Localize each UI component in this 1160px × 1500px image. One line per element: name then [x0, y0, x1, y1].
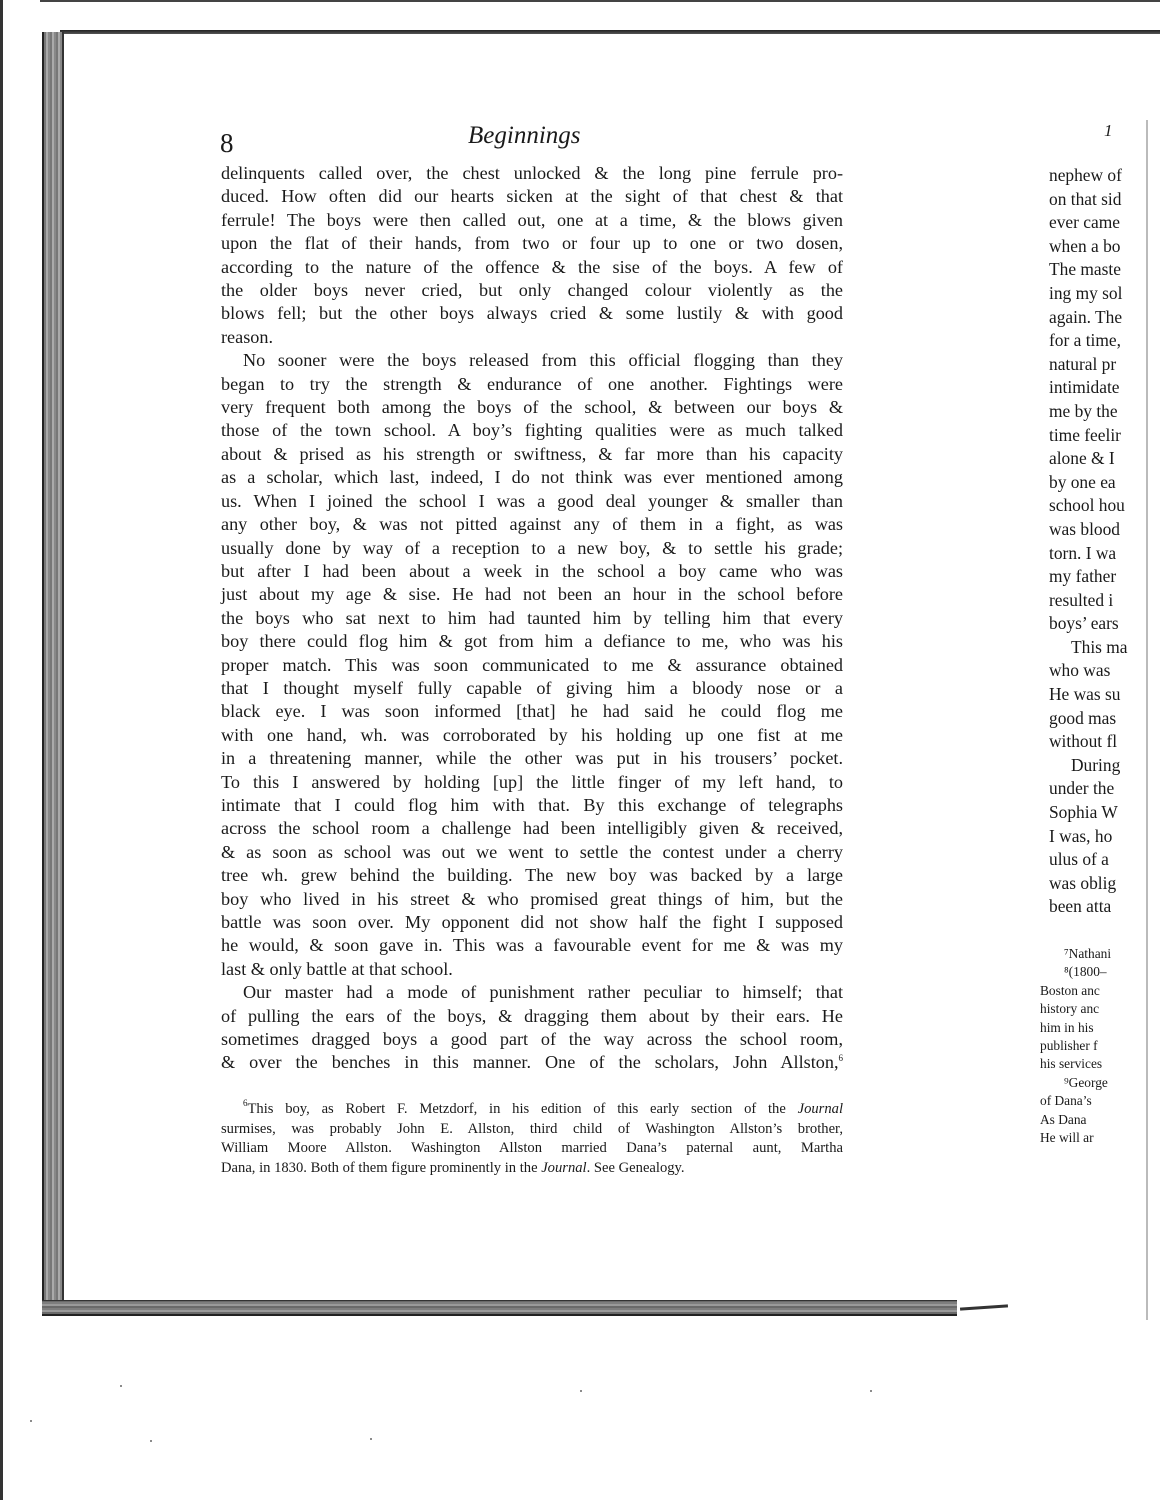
right-page-line: without fl	[1049, 731, 1118, 752]
footnote-text: Dana, in 1830. Both of them figure prominently in the	[221, 1159, 542, 1176]
running-head: Beginnings	[468, 122, 581, 149]
right-page-note-line: publisher f	[1040, 1038, 1098, 1054]
right-page-line: Sophia W	[1049, 802, 1118, 823]
right-page-line: ulus of a	[1049, 849, 1109, 870]
right-page-line: my father	[1049, 566, 1117, 587]
text-line: the boys who sat next to him had taunted him by telling him that every	[221, 607, 843, 628]
paragraph	[221, 981, 843, 1075]
right-page-line: under the	[1049, 778, 1115, 799]
scan-speck	[870, 1390, 872, 1392]
right-page-line: torn. I wa	[1049, 542, 1117, 563]
text-line: delinquents called over, the chest unlocked & the long pine ferrule pro-	[221, 163, 843, 183]
footnote-line	[221, 1100, 843, 1120]
scan-speck	[120, 1385, 122, 1387]
right-page-line: natural pr	[1049, 353, 1117, 374]
right-page-note-line: of Dana’s	[1040, 1093, 1092, 1109]
text-line: usually done by way of a reception to a new boy, & to settle his grade;	[221, 537, 843, 558]
right-page-line: nephew of	[1049, 165, 1122, 185]
right-page-line: The maste	[1049, 259, 1121, 280]
footnote-text: . See Genealogy.	[586, 1159, 685, 1176]
right-page-line: me by the	[1049, 400, 1118, 421]
scan-speck	[580, 1390, 582, 1392]
footnote-text: surmises, was probably John E. Allston, third child of Washington Allston’s brother,	[221, 1120, 843, 1137]
text-line: the older boys never cried, but only changed colour violently as the	[221, 280, 843, 301]
right-page-line: was oblig	[1049, 872, 1117, 893]
text-line: tree wh. grew behind the building. The new boy was backed by a large	[221, 865, 843, 886]
right-page-note-line: As Dana	[1040, 1111, 1087, 1127]
italic-title: Journal	[541, 1159, 587, 1176]
right-page-note-line: Boston anc	[1040, 982, 1100, 998]
right-page-note-line: history anc	[1040, 1001, 1100, 1017]
right-page-line: good mas	[1049, 707, 1117, 728]
frame-top-edge	[60, 30, 1160, 34]
text-line: but after I had been about a week in the school a boy came who was	[221, 560, 843, 581]
page-number: 8	[220, 128, 234, 158]
frame-tail-mark	[960, 1304, 1008, 1310]
right-page-note-line: ⁹George	[1064, 1074, 1108, 1090]
right-page-note-line: He will ar	[1040, 1130, 1094, 1146]
footnote-line	[221, 1159, 843, 1179]
italic-title: Journal	[797, 1101, 843, 1117]
footnote-text: William Moore Allston. Washington Allston married Dana’s paternal aunt, Martha	[221, 1140, 843, 1157]
text-line: & as soon as school was out we went to settle the contest under a cherry	[221, 841, 843, 862]
text-line: across the school room a challenge had been intelligibly given & received,	[221, 818, 843, 839]
right-page-line: resulted i	[1049, 589, 1114, 610]
right-page-note-line: his services	[1040, 1056, 1103, 1072]
right-page-body	[1049, 164, 1160, 919]
text-line: boy who lived in his street & who promised great things of him, but the	[221, 888, 843, 909]
right-page-line: when a bo	[1049, 235, 1121, 256]
text-line: in a threatening manner, while the other was put in his trousers’ pocket.	[221, 748, 843, 769]
frame-left-edge	[42, 32, 64, 1315]
text-line: as a scholar, which last, indeed, I do not think was ever mentioned among	[221, 467, 843, 488]
text-line	[221, 1051, 843, 1074]
text-line: battle was soon over. My opponent did not show half the fight I supposed	[221, 912, 843, 932]
right-page-line: again. The	[1049, 306, 1123, 327]
text-line: that I thought myself fully capable of giving him a bloody nose or a	[221, 677, 843, 698]
right-page-line: boys’ ears	[1049, 613, 1119, 634]
right-page-note-line: him in his	[1040, 1019, 1094, 1035]
right-page-line: for a time,	[1049, 330, 1121, 351]
right-page-note-line: ⁷Nathani	[1064, 946, 1112, 961]
scan-edge	[0, 0, 3, 1500]
text-line: very frequent both among the boys of the school, & between our boys &	[221, 397, 843, 418]
text-line: with one hand, wh. was corroborated by his holding up one fist at me	[221, 724, 843, 745]
text-line: boy there could flog him & got from him a defiance to me, who was his	[221, 631, 843, 652]
footnote-line	[221, 1120, 843, 1140]
text-line: upon the flat of their hands, from two or four up to one or two dosen,	[221, 233, 843, 254]
text-line: according to the nature of the offence & the sise of the boys. A few of	[221, 256, 843, 277]
text-line: began to try the strength & endurance of one another. Fightings were	[221, 373, 843, 394]
text-line: about & prised as his strength or swiftness, & far more than his capacity	[221, 443, 843, 464]
footnote-marker: 6	[243, 1098, 248, 1108]
right-page-line: who was	[1049, 660, 1111, 681]
paragraph	[221, 349, 843, 981]
footnote-reference[interactable]: 6	[838, 1053, 843, 1064]
text-line: ferrule! The boys were then called out, one at a time, & the blows given	[221, 209, 843, 230]
right-page-line: by one ea	[1049, 471, 1116, 492]
text-line: reason.	[221, 326, 274, 347]
right-page-line: school hou	[1049, 495, 1125, 516]
right-page-line: time feelir	[1049, 424, 1121, 445]
right-page-note-line: ⁸(1800–	[1064, 964, 1107, 980]
right-page-line: ever came	[1049, 212, 1120, 233]
text-line: sometimes dragged boys a good part of the way across the school room,	[221, 1029, 843, 1050]
footnote	[221, 1100, 843, 1178]
right-page-line: been atta	[1049, 896, 1112, 917]
text-line: just about my age & sise. He had not been an hour in the school before	[221, 584, 843, 605]
text-line: any other boy, & was not pitted against any of them in a fight, as was	[221, 514, 843, 535]
right-page-line: alone & I	[1049, 448, 1115, 469]
scan-speck	[150, 1440, 152, 1442]
right-page-footnotes	[1040, 945, 1160, 1147]
paragraph	[221, 162, 843, 349]
footnote-text: This boy, as Robert F. Metzdorf, in his edition of this early section of the	[247, 1101, 798, 1117]
text-line: blows fell; but the other boys always cried & some lustily & with good	[221, 303, 843, 324]
frame-bottom-edge	[42, 1300, 957, 1316]
scan-edge-top	[40, 0, 1160, 2]
right-page-line: ing my sol	[1049, 282, 1123, 303]
body-text	[221, 162, 843, 1075]
right-page-line: was blood	[1049, 518, 1121, 539]
right-page-line: intimidate	[1049, 377, 1120, 398]
right-page-line: on that sid	[1049, 188, 1122, 209]
text-line: duced. How often did our hearts sicken at the sight of that chest & that	[221, 186, 843, 207]
right-page-line: I was, ho	[1049, 825, 1113, 846]
text-line: us. When I joined the school I was a good deal younger & smaller than	[221, 490, 843, 511]
right-page-line: During	[1071, 754, 1121, 775]
text-line: those of the town school. A boy’s fighting qualities were as much talked	[221, 420, 843, 441]
text-line: proper match. This was soon communicated to me & assurance obtained	[221, 654, 843, 675]
right-page-number: 1	[1104, 121, 1113, 140]
text-line: black eye. I was soon informed [that] he had said he could flog me	[221, 701, 843, 722]
scan-speck	[370, 1438, 372, 1440]
text-line: of pulling the ears of the boys, & dragging them about by their ears. He	[221, 1005, 843, 1026]
text-line: intimate that I could flog him with that. By this exchange of telegraphs	[221, 794, 843, 815]
right-page-line: This ma	[1071, 636, 1128, 657]
text-line: No sooner were the boys released from this official flogging than they	[243, 350, 843, 371]
scan-speck	[30, 1420, 32, 1422]
text-line: Our master had a mode of punishment rather peculiar to himself; that	[243, 982, 843, 1003]
footnote-line	[221, 1139, 843, 1159]
text-line: To this I answered by holding [up] the little finger of my left hand, to	[221, 771, 843, 792]
text-line: he would, & soon gave in. This was a favourable event for me & was my	[221, 935, 843, 956]
right-page-line: He was su	[1049, 684, 1121, 705]
text-line-content: & over the benches in this manner. One of the scholars, John Allston,	[221, 1052, 839, 1073]
text-line: last & only battle at that school.	[221, 958, 453, 979]
